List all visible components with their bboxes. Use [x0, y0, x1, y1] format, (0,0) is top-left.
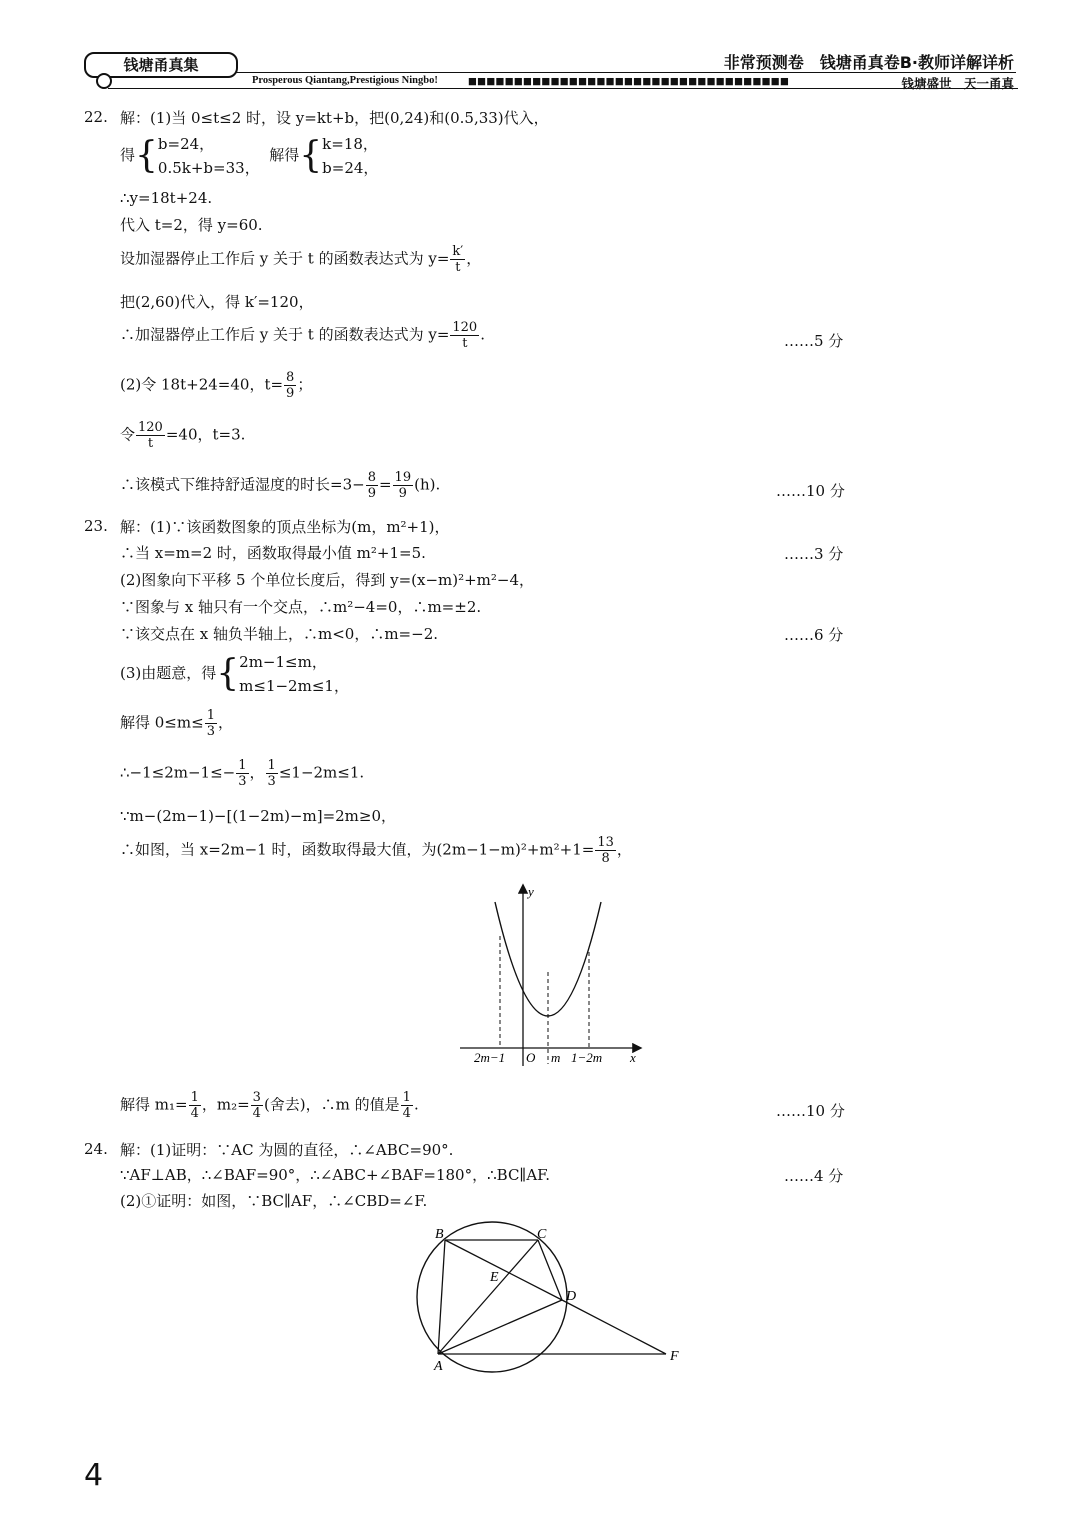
label-x: x: [630, 1050, 636, 1065]
q24-line-1: 解：(1)证明：∵AC 为圆的直径，∴∠ABC=90°.: [120, 1141, 454, 1159]
score-10-q23: ……10 分: [776, 1102, 845, 1120]
label-m: m: [551, 1050, 561, 1065]
segment-AC: [438, 1240, 538, 1354]
q22-line-1: 解：(1)当 0≤t≤2 时，设 y=kt+b，把(0,24)和(0.5,33)代入，: [120, 109, 549, 127]
label-y: y: [528, 884, 534, 899]
point-label-B: B: [435, 1227, 444, 1242]
question-number-22: 22.: [84, 108, 108, 126]
score-10: ……10 分: [776, 482, 845, 500]
q24-line-2: ∵AF⊥AB，∴∠BAF=90°，∴∠ABC+∠BAF=180°，∴BC∥AF.: [120, 1166, 551, 1184]
page-number: 4: [84, 1458, 104, 1493]
score-5: ……5 分: [784, 332, 844, 350]
point-label-A: A: [434, 1359, 443, 1374]
score-4: ……4 分: [784, 1167, 844, 1185]
q22-line-2: 得{b=24， 0.5k+b=33， 解得{k=18， b=24，: [120, 135, 379, 177]
header-title: 非常预测卷 钱塘甬真卷B·教师详解详析: [723, 53, 1014, 72]
q22-line-10: ∴该模式下维持舒适湿度的时长=3− $\frac{8}{9}$ = $\frac{19}{9}$ (h).: [120, 470, 441, 501]
circle: [417, 1222, 567, 1372]
brand-label: 钱塘甬真集: [84, 52, 238, 78]
question-number-24: 24.: [84, 1140, 108, 1158]
score-6: ……6 分: [784, 626, 844, 644]
q23-line-8: ∴−1≤2m−1≤− $\frac{1}{3}$ ， $\frac{1}{3}$ ≤1−2m≤1.: [120, 758, 365, 789]
parabola-figure: [450, 880, 650, 1070]
point-label-E: E: [490, 1270, 499, 1285]
q22-line-8: (2)令 18t+24=40，t= $\frac{8}{9}$ ；: [120, 370, 313, 401]
q23-line-7: 解得 0≤m≤ $\frac{1}{3}$ ，: [120, 708, 233, 739]
q22-line-5: 设加湿器停止工作后 y 关于 t 的函数表达式为 y= $\frac{k'}{t}$ ，: [120, 244, 482, 275]
q23-line-6: (3)由题意，得{2m−1≤m， m≤1−2m≤1，: [120, 653, 349, 695]
point-label-C: C: [537, 1227, 547, 1242]
q23-line-10: ∴如图，当 x=2m−1 时，函数取得最大值，为(2m−1−m)²+m²+1= $\frac{13}{8}$ ，: [120, 835, 632, 866]
point-label-D: D: [566, 1289, 577, 1304]
q23-line-2: ∴当 x=m=2 时，函数取得最小值 m²+1=5.: [120, 544, 426, 562]
q22-line-6: 把(2,60)代入，得 k′=120，: [120, 293, 314, 311]
q23-line-4: ∵图象与 x 轴只有一个交点，∴m²−4=0，∴m=±2.: [120, 598, 482, 616]
q22-line-7: ∴加湿器停止工作后 y 关于 t 的函数表达式为 y= $\frac{120}{t}$ .: [120, 320, 485, 351]
q23-line-9: ∵m−(2m−1)−[(1−2m)−m]=2m≥0，: [120, 807, 397, 825]
segment-DF: [562, 1300, 666, 1354]
q24-line-3: (2)①证明：如图，∵BC∥AF，∴∠CBD=∠F.: [120, 1192, 428, 1210]
question-number-23: 23.: [84, 517, 108, 535]
q23-line-11: 解得 m₁= $\frac{1}{4}$ ，m₂= $\frac{3}{4}$ (舍去)，∴m 的值是 $\frac{1}{4}$ .: [120, 1090, 419, 1121]
header-pattern: ■■■■■■■■■■■■■■■■■■■■■■■■■■■■■■■■■■■: [468, 76, 790, 87]
header-circle-ornament: [96, 73, 112, 89]
header-rule-lower: [108, 88, 1018, 89]
header-subtitle: 钱塘盛世 天一甬真: [901, 76, 1014, 91]
q23-line-3: (2)图象向下平移 5 个单位长度后，得到 y=(x−m)²+m²−4，: [120, 571, 535, 589]
label-2m-1: 2m−1: [474, 1050, 506, 1065]
q22-line-4: 代入 t=2，得 y=60.: [120, 216, 263, 234]
q23-line-5: ∵该交点在 x 轴负半轴上，∴m<0，∴m=−2.: [120, 625, 439, 643]
label-1-2m: 1−2m: [571, 1050, 603, 1065]
q22-line-9: 令 $\frac{120}{t}$ =40，t=3.: [120, 420, 246, 451]
segment-BA: [438, 1240, 445, 1354]
segment-BD: [445, 1240, 562, 1300]
segment-AD: [438, 1300, 562, 1354]
header-slogan: Prosperous Qiantang,Prestigious Ningbo!: [252, 75, 438, 86]
label-origin: O: [526, 1050, 536, 1065]
point-label-F: F: [670, 1349, 679, 1364]
q23-line-1: 解：(1)∵该函数图象的顶点坐标为(m，m²+1)，: [120, 518, 450, 536]
q22-line-3: ∴y=18t+24.: [120, 189, 213, 207]
parabola-curve: [495, 902, 601, 1016]
score-3: ……3 分: [784, 545, 844, 563]
circle-figure: [400, 1218, 700, 1378]
